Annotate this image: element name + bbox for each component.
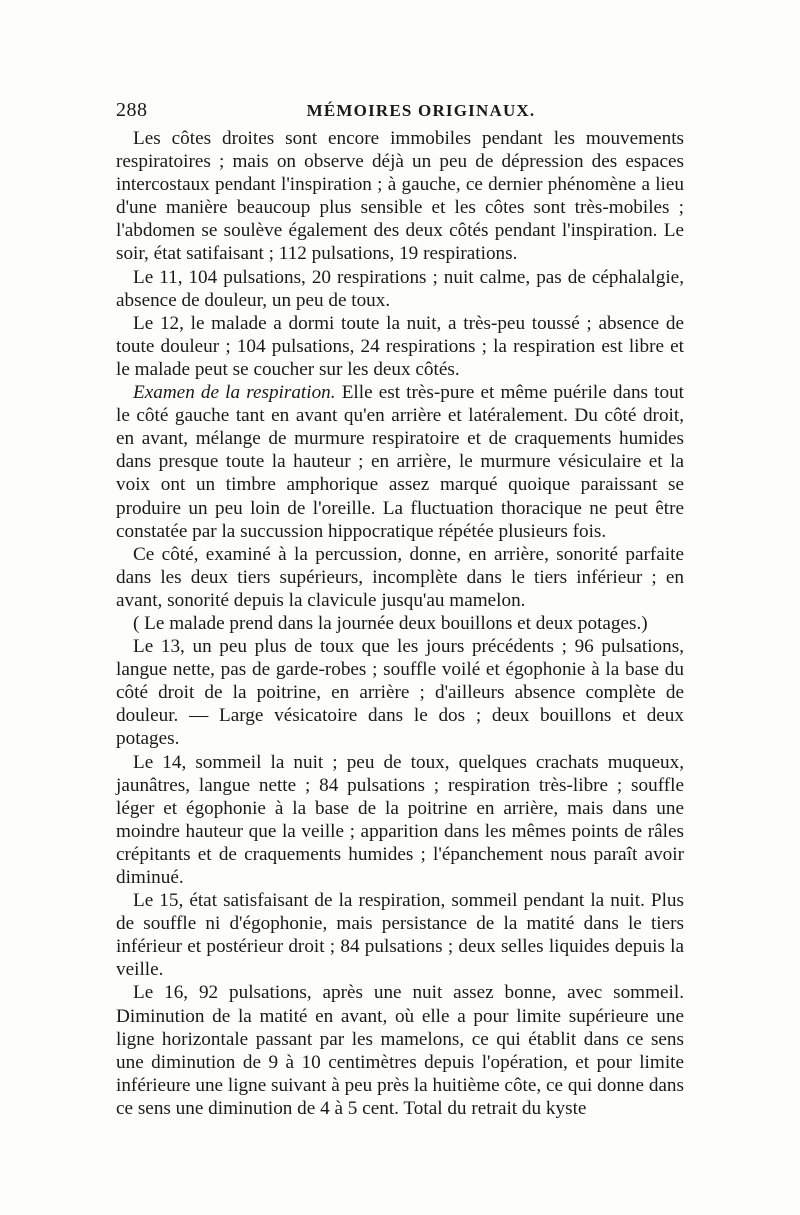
paragraph: Examen de la respiration. Elle est très-pure et même puérile dans tout le côté gauche tant en avant qu'en arrière et latéralement. Du côté droit, en avant, mélange de murmure respiratoire et de craquements humides dans presque toute la hauteur ; en arrière, le murmure vésiculaire et la voix ont un timbre amphorique assez marqué quoique paraissant se produire un peu loin de l'oreille. La fluctuation thoracique ne peut être constatée par la succussion hippocratique répétée plusieurs fois.: [116, 382, 684, 542]
paragraph: Le 11, 104 pulsations, 20 respirations ; nuit calme, pas de céphalalgie, absence de douleur, un peu de toux.: [116, 266, 684, 311]
paragraph: Le 16, 92 pulsations, après une nuit assez bonne, avec sommeil. Diminution de la matité en avant, où elle a pour limite supérieure une ligne horizontale passant par les mamelons, ce qui établit dans ce sens une diminution de 9 à 10 centimètres depuis l'opération, et pour limite inférieure une ligne suivant à peu près la huitième côte, ce qui donne dans ce sens une diminution de 4 à 5 cent. Total du retrait du kyste: [116, 982, 684, 1119]
paragraph: ( Le malade prend dans la journée deux bouillons et deux potages.): [133, 612, 648, 634]
running-title: MÉMOIRES ORIGINAUX.: [306, 101, 536, 120]
page-number: 288: [116, 99, 148, 121]
page-header: [116, 99, 686, 125]
paragraph: Le 12, le malade a dormi toute la nuit, a très-peu toussé ; absence de toute douleur ; 104 pulsations, 24 respirations ; la respiration est libre et le malade peut se coucher sur les deux côtés.: [116, 312, 684, 380]
paragraph: Ce côté, examiné à la percussion, donne, en arrière, sonorité parfaite dans les deux tiers supérieurs, incomplète dans le tiers inférieur ; en avant, sonorité depuis la clavicule jusqu'au mamelon.: [116, 543, 684, 611]
italic-lead: Examen de la respiration.: [133, 382, 336, 404]
paragraph: Le 15, état satisfaisant de la respiration, sommeil pendant la nuit. Plus de souffle ni d'égophonie, mais persistance de la matité dans le tiers inférieur et postérieur droit ; 84 pulsations ; deux selles liquides depuis la veille.: [116, 890, 684, 981]
page-body: [116, 127, 684, 1120]
paragraph: Les côtes droites sont encore immobiles pendant les mouvements respiratoires ; mais on observe déjà un peu de dépression des espaces intercostaux pendant l'inspiration ; à gauche, ce dernier phénomène a lieu d'une manière beaucoup plus sensible et les côtes sont très-mobiles ; l'abdomen se soulève également des deux côtés pendant l'inspiration. Le soir, état satifaisant ; 112 pulsations, 19 respirations.: [116, 128, 684, 265]
paragraph: Le 13, un peu plus de toux que les jours précédents ; 96 pulsations, langue nette, pas de garde-robes ; souffle voilé et égophonie à la base du côté droit de la poitrine, en arrière ; d'ailleurs absence complète de douleur. — Large vésicatoire dans le dos ; deux bouillons et deux potages.: [116, 636, 684, 750]
paragraph: Le 14, sommeil la nuit ; peu de toux, quelques crachats muqueux, jaunâtres, langue nette ; 84 pulsations ; respiration très-libre ; souffle léger et égophonie à la base de la poitrine en arrière, mais dans une moindre hauteur que la veille ; apparition dans les mêmes points de râles crépitants et de craquements humides ; l'épanchement nous paraît avoir diminué.: [116, 751, 684, 888]
